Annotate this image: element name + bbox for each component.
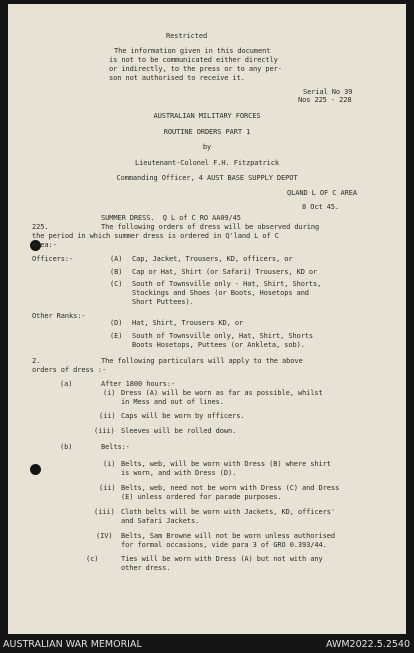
sub-para-title: Belts:- <box>101 443 130 451</box>
unit-name: Commanding Officer, 4 AUST BASE SUPPLY DEPOT <box>116 174 298 182</box>
force-name: AUSTRALIAN MILITARY FORCES <box>153 112 261 120</box>
dress-line: Boots Hosetops, Puttees (or Ankleta, sob). <box>132 341 305 349</box>
item-line: and Safari Jackets. <box>121 517 200 525</box>
item-line: Dress (A) will be worn as far as possible, whilst <box>121 389 323 397</box>
footer-credit: AUSTRALIAN WAR MEMORIAL <box>3 639 142 650</box>
dress-line: Cap, Jacket, Trousers, KD, officers, or <box>132 255 293 263</box>
para-intro-line: orders of dress :- <box>32 366 107 374</box>
document-sheet <box>8 4 406 634</box>
item-key: (IV) <box>96 532 113 540</box>
item-key: (i) <box>103 389 116 397</box>
item-line: for formal occasions, vide para 3 of GRO 0.393/44. <box>121 541 327 549</box>
punch-hole <box>30 464 41 475</box>
sub-para-key: (c) <box>86 555 99 563</box>
item-line: Belts, Sam Browne will not be worn unless authorised <box>121 532 335 540</box>
by-line: by <box>202 143 212 151</box>
restricted-marking: Restricted <box>166 32 208 40</box>
notice-line: son not authorised to receive it. <box>109 74 245 82</box>
item-key: (ii) <box>99 412 116 420</box>
order-intro-line: The following orders of dress will be observed during <box>101 223 320 231</box>
sub-para-line: other dress. <box>121 564 171 572</box>
dress-line: Stockings and Shoes (or Boots, Hosetops and <box>132 289 309 297</box>
order-heading: SUMMER DRESS. Q L of C RO AA09/45 <box>101 214 241 222</box>
item-line: Caps will be worn by officers. <box>121 412 245 420</box>
sub-para-key: (a) <box>60 380 73 388</box>
item-line: Sleeves will be rolled down. <box>121 427 237 435</box>
serial-number: Serial No 39 <box>303 88 353 96</box>
item-line: Belts, web, need not be worn with Dress (C) and Dress <box>121 484 340 492</box>
dress-key: (E) <box>110 332 123 340</box>
document-title: ROUTINE ORDERS PART 1 <box>163 128 251 136</box>
item-line: (E) unless ordered for parade purposes. <box>121 493 282 501</box>
sub-para-line: Ties will be worn with Dress (A) but not with any <box>121 555 323 563</box>
item-key: (iii) <box>94 427 115 435</box>
para-number: 2. <box>32 357 41 365</box>
dress-line: Hat, Shirt, Trousers KD, or <box>132 319 244 327</box>
area-heading: QLAND L OF C AREA <box>287 189 357 197</box>
item-key: (i) <box>103 460 116 468</box>
officers-label: Officers:- <box>32 255 74 263</box>
item-line: Belts, web, will be worn with Dress (B) where shirt <box>121 460 331 468</box>
dress-key: (D) <box>110 319 123 327</box>
dress-key: (C) <box>110 280 123 288</box>
sub-para-title: After 1800 hours:- <box>101 380 176 388</box>
para-intro-line: The following particulars will apply to the above <box>101 357 303 365</box>
dress-key: (A) <box>110 255 123 263</box>
item-key: (iii) <box>94 508 115 516</box>
dress-line: Cap or Hat, Shirt (or Safari) Trousers, KD or <box>132 268 318 276</box>
item-line: Cloth belts will be worn with Jackets, KD, officers' <box>121 508 335 516</box>
order-intro-line: the period in which summer dress is ordered in Q'land L of C <box>32 232 279 240</box>
dress-line: South of Townsville only, Hat, Shirt, Shorts <box>132 332 314 340</box>
other-ranks-label: Other Ranks:- <box>32 312 86 320</box>
footer-bar <box>0 636 414 653</box>
document-date: 8 Oct 45. <box>302 203 340 211</box>
notice-line: The information given in this document <box>114 47 271 55</box>
sub-para-key: (b) <box>60 443 73 451</box>
order-number: 225. <box>32 223 49 231</box>
order-intro-line: Area:- <box>32 241 57 249</box>
item-key: (ii) <box>99 484 116 492</box>
commander-name: Lieutenant-Colonel F.H. Fitzpatrick <box>134 159 279 167</box>
order-numbers: Nos 225 - 228 <box>298 96 352 104</box>
dress-line: South of Townsville only - Hat, Shirt, Shorts, <box>132 280 322 288</box>
dress-line: Short Puttees). <box>132 298 194 306</box>
notice-line: is not to be communicated either directly <box>109 56 278 64</box>
footer-accession: AWM2022.5.2540 <box>325 639 410 650</box>
item-line: in Mess and out of lines. <box>121 398 224 406</box>
notice-line: or indirectly, to the press or to any per- <box>109 65 282 73</box>
item-line: is worn, and with Dress (D). <box>121 469 237 477</box>
dress-key: (B) <box>110 268 123 276</box>
